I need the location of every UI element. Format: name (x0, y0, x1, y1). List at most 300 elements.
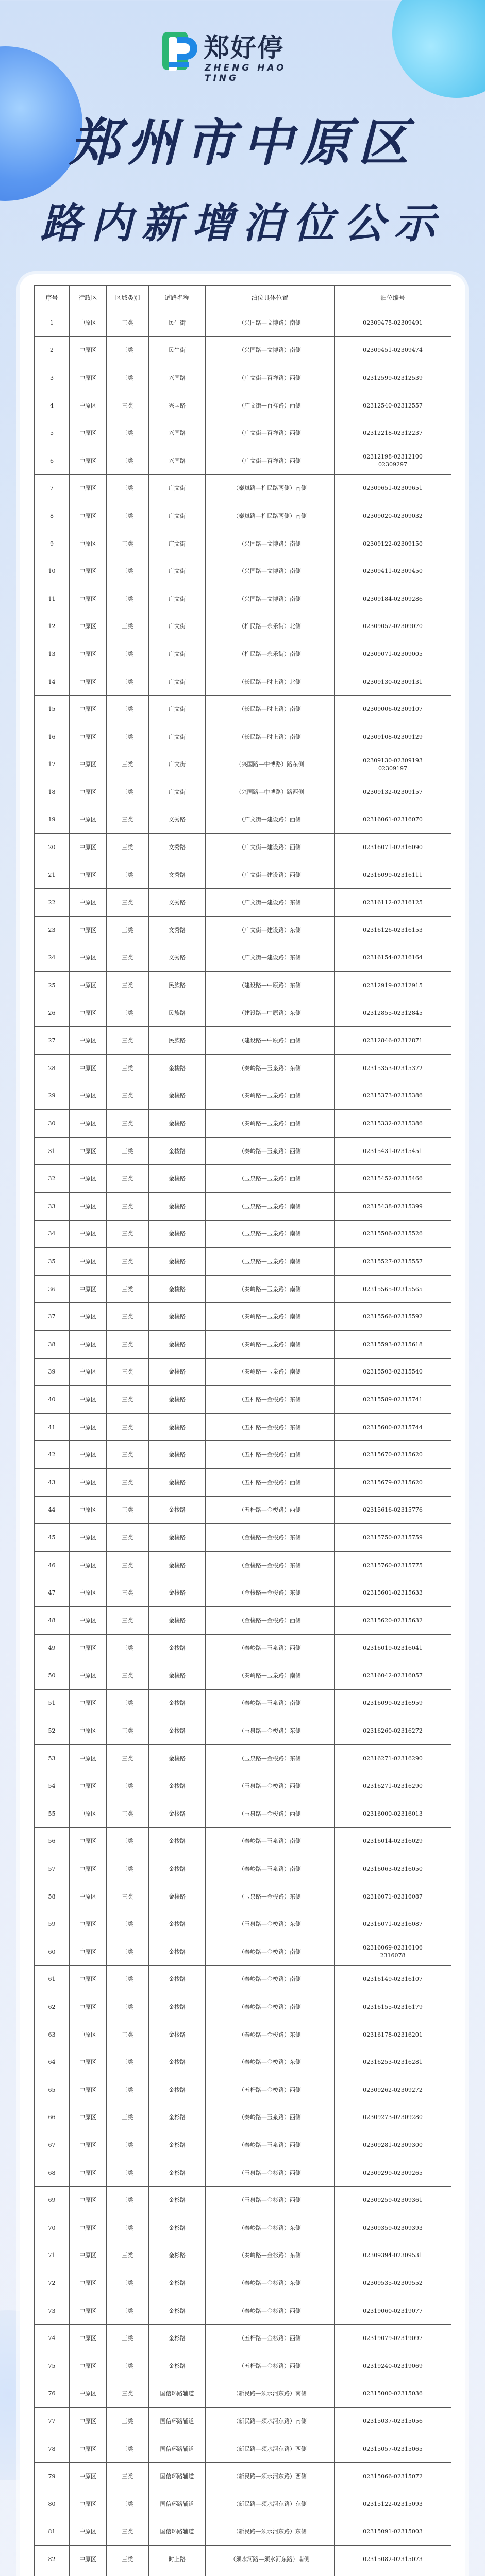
cell-index: 34 (35, 1220, 70, 1248)
cell-location: （新民路—须水河东路）西侧 (206, 2435, 335, 2463)
cell-index: 21 (35, 861, 70, 889)
cell-zone-type: 三类 (107, 1165, 149, 1193)
cell-index: 13 (35, 640, 70, 668)
table-row (35, 1303, 451, 1331)
cell-index: 56 (35, 1827, 70, 1855)
cell-berth-code: 02316155-02316179 (335, 1993, 451, 2021)
cell-district: 中原区 (70, 474, 107, 502)
table-row (35, 1441, 451, 1469)
cell-road-name: 金梭路 (149, 2021, 206, 2048)
cell-district: 中原区 (70, 668, 107, 696)
cell-district: 中原区 (70, 1027, 107, 1055)
cell-road-name: 广文街 (149, 778, 206, 806)
cell-location: （秦岭路—玉泉路）南侧 (206, 1689, 335, 1717)
cell-berth-code: 02309122-02309150 (335, 530, 451, 557)
cell-location: （长民路—时上路）南侧 (206, 723, 335, 751)
cell-district: 中原区 (70, 2435, 107, 2463)
cell-road-name: 民族路 (149, 999, 206, 1027)
table-row (35, 751, 451, 778)
cell-location: （新民路—须水河东路）西侧 (206, 2463, 335, 2490)
cell-location: （秦岚路—杵民路两侧）南侧 (206, 502, 335, 530)
table-row (35, 723, 451, 751)
cell-district: 中原区 (70, 1551, 107, 1579)
cell-road-name: 国信环路辅道 (149, 2408, 206, 2435)
cell-district: 中原区 (70, 502, 107, 530)
cell-index: 45 (35, 1524, 70, 1552)
cell-district: 中原区 (70, 2021, 107, 2048)
cell-zone-type: 三类 (107, 1386, 149, 1414)
cell-location: （秦岭路—金梭路）东侧 (206, 2021, 335, 2048)
cell-road-name: 金梭路 (149, 1965, 206, 1993)
cell-district: 中原区 (70, 999, 107, 1027)
cell-district: 中原区 (70, 1275, 107, 1303)
cell-road-name: 金梭路 (149, 1055, 206, 1082)
brand-name: 郑好停 (204, 33, 284, 63)
cell-zone-type: 三类 (107, 2076, 149, 2104)
table-row (35, 1579, 451, 1607)
cell-index: 30 (35, 1110, 70, 1138)
cell-location: （兴国路—中博路）路西侧 (206, 778, 335, 806)
cell-road-name: 民族路 (149, 1027, 206, 1055)
cell-zone-type: 三类 (107, 999, 149, 1027)
cell-zone-type: 三类 (107, 557, 149, 585)
cell-road-name: 金梭路 (149, 1496, 206, 1524)
cell-location: （五杆路—金梭路）西侧 (206, 1496, 335, 1524)
cell-district: 中原区 (70, 2242, 107, 2269)
table-row (35, 1634, 451, 1662)
cell-index: 72 (35, 2269, 70, 2297)
cell-zone-type: 三类 (107, 1717, 149, 1745)
cell-road-name: 国信环路辅道 (149, 2518, 206, 2546)
cell-index: 36 (35, 1275, 70, 1303)
cell-location: （秦岭路—金杉路）东侧 (206, 2269, 335, 2297)
table-row (35, 2214, 451, 2242)
cell-location: （秦岭路—玉泉路）南侧 (206, 1855, 335, 1883)
cell-index: 42 (35, 1441, 70, 1469)
cell-berth-code: 02315527-02315557 (335, 1248, 451, 1276)
cell-district: 中原区 (70, 1193, 107, 1221)
cell-road-name: 兴国路 (149, 419, 206, 447)
table-row (35, 640, 451, 668)
cell-zone-type: 三类 (107, 972, 149, 999)
cell-road-name: 金梭路 (149, 1883, 206, 1910)
cell-district: 中原区 (70, 2490, 107, 2518)
cell-zone-type: 三类 (107, 1248, 149, 1276)
cell-index: 18 (35, 778, 70, 806)
table-row (35, 1220, 451, 1248)
cell-berth-code: 02309411-02309450 (335, 557, 451, 585)
cell-district: 中原区 (70, 2159, 107, 2187)
brand-logo (161, 31, 324, 83)
table-row (35, 419, 451, 447)
cell-road-name: 国信环路辅道 (149, 2463, 206, 2490)
cell-berth-code: 02309651-02309651 (335, 474, 451, 502)
cell-district: 中原区 (70, 1055, 107, 1082)
cell-location: （五杆路—金梭路）西侧 (206, 2076, 335, 2104)
cell-zone-type: 三类 (107, 834, 149, 861)
table-row (35, 447, 451, 474)
table-row (35, 917, 451, 944)
header-road-name: 道路名称 (149, 286, 206, 309)
cell-location: （秦岭路—玉泉路）南侧 (206, 1827, 335, 1855)
table-row (35, 2435, 451, 2463)
cell-berth-code: 02309451-02309474 (335, 336, 451, 364)
table-row (35, 364, 451, 392)
cell-index: 48 (35, 1606, 70, 1634)
table-row (35, 2076, 451, 2104)
cell-district: 中原区 (70, 1717, 107, 1745)
cell-index: 65 (35, 2076, 70, 2104)
cell-index: 54 (35, 1772, 70, 1800)
cell-district: 中原区 (70, 2048, 107, 2076)
cell-berth-code: 02309132-02309157 (335, 778, 451, 806)
table-row (35, 2573, 451, 2576)
cell-zone-type: 三类 (107, 2325, 149, 2352)
cell-district: 中原区 (70, 557, 107, 585)
cell-index: 28 (35, 1055, 70, 1082)
cell-district: 中原区 (70, 1165, 107, 1193)
cell-zone-type: 三类 (107, 2380, 149, 2408)
cell-district: 中原区 (70, 613, 107, 640)
cell-index: 73 (35, 2297, 70, 2325)
cell-zone-type: 三类 (107, 1993, 149, 2021)
cell-location: （玉泉路—金杉路）西侧 (206, 2187, 335, 2214)
cell-berth-code: 02316071-02316090 (335, 834, 451, 861)
cell-location: （玉泉路—金杉路）西侧 (206, 2159, 335, 2187)
cell-zone-type: 三类 (107, 944, 149, 972)
cell-index: 79 (35, 2463, 70, 2490)
cell-berth-code: 02309184-02309286 (335, 585, 451, 613)
cell-district: 中原区 (70, 1965, 107, 1993)
table-row (35, 1910, 451, 1938)
cell-index: 49 (35, 1634, 70, 1662)
cell-berth-code: 02309259-02309361 (335, 2187, 451, 2214)
table-row (35, 2159, 451, 2187)
table-row (35, 1358, 451, 1386)
cell-berth-code: 02309108-02309129 (335, 723, 451, 751)
cell-zone-type: 三类 (107, 2242, 149, 2269)
table-row (35, 696, 451, 723)
cell-zone-type: 三类 (107, 778, 149, 806)
cell-zone-type: 三类 (107, 419, 149, 447)
page-title-line2: 路内新增泊位公示 (40, 199, 445, 247)
cell-berth-code: 02316069-02316106 2316078 (335, 1938, 451, 1966)
cell-zone-type: 三类 (107, 364, 149, 392)
cell-road-name: 金梭路 (149, 1551, 206, 1579)
cell-berth-code: 02315091-02315003 (335, 2518, 451, 2546)
cell-zone-type: 三类 (107, 474, 149, 502)
cell-road-name: 广文街 (149, 474, 206, 502)
table-row (35, 1468, 451, 1496)
cell-location: （秦岭路—玉泉路）南侧 (206, 1662, 335, 1690)
cell-index: 81 (35, 2518, 70, 2546)
table-body (35, 309, 451, 2576)
cell-location: （五杆路—金梭路）东侧 (206, 1386, 335, 1414)
cell-berth-code: 02309273-02309280 (335, 2104, 451, 2131)
table-row (35, 557, 451, 585)
cell-index: 25 (35, 972, 70, 999)
cell-district: 中原区 (70, 778, 107, 806)
cell-index: 61 (35, 1965, 70, 1993)
table-row (35, 2518, 451, 2546)
cell-location: （建设路—中原路）东侧 (206, 972, 335, 999)
cell-berth-code: 02316099-02316111 (335, 861, 451, 889)
cell-berth-code: 02315122-02315093 (335, 2490, 451, 2518)
cell-district: 中原区 (70, 640, 107, 668)
cell-index: 39 (35, 1358, 70, 1386)
table-row (35, 1606, 451, 1634)
cell-index: 38 (35, 1330, 70, 1358)
cell-zone-type: 三类 (107, 1883, 149, 1910)
cell-road-name: 兴国路 (149, 447, 206, 474)
cell-road-name: 金杉路 (149, 2187, 206, 2214)
cell-zone-type: 三类 (107, 392, 149, 419)
cell-road-name: 金梭路 (149, 1468, 206, 1496)
cell-index (35, 2573, 70, 2576)
cell-district: 中原区 (70, 2131, 107, 2159)
table-row (35, 2242, 451, 2269)
cell-index: 53 (35, 1744, 70, 1772)
table-row (35, 1938, 451, 1966)
cell-berth-code: 02309130-02309131 (335, 668, 451, 696)
cell-berth-code: 02316126-02316153 (335, 917, 451, 944)
cell-zone-type: 三类 (107, 1137, 149, 1165)
cell-location: （金梭路—金梭路）东侧 (206, 1579, 335, 1607)
cell-berth-code: 02309071-02309005 (335, 640, 451, 668)
cell-berth-code: 02315082-02315073 (335, 2546, 451, 2573)
cell-index: 32 (35, 1165, 70, 1193)
cell-district: 中原区 (70, 2408, 107, 2435)
table-row (35, 392, 451, 419)
cell-berth-code: 02315589-02315741 (335, 1386, 451, 1414)
cell-location: （秦岭路—玉泉路）西侧 (206, 1137, 335, 1165)
cell-district: 中原区 (70, 336, 107, 364)
cell-zone-type: 三类 (107, 2297, 149, 2325)
cell-berth-code: 02316260-02316272 (335, 1717, 451, 1745)
cell-district: 中原区 (70, 2325, 107, 2352)
cell-road-name: 金梭路 (149, 1744, 206, 1772)
cell-road-name: 金梭路 (149, 1579, 206, 1607)
cell-road-name: 广文街 (149, 502, 206, 530)
cell-location: （金梭路—金梭路）西侧 (206, 1606, 335, 1634)
cell-road-name: 金杉路 (149, 2214, 206, 2242)
brand-subtitle: ZHENG HAO TING (205, 63, 287, 83)
header-district: 行政区 (70, 286, 107, 309)
cell-district: 中原区 (70, 1938, 107, 1966)
table-row (35, 1772, 451, 1800)
cell-zone-type: 三类 (107, 1827, 149, 1855)
cell-district: 中原区 (70, 889, 107, 917)
cell-location: （新民路—须水河东路）南侧 (206, 2380, 335, 2408)
cell-district: 中原区 (70, 2104, 107, 2131)
cell-berth-code: 02319079-02319097 (335, 2325, 451, 2352)
cell-location: （金梭路—金梭路）东侧 (206, 1551, 335, 1579)
cell-location: （秦岭路—玉泉路）西侧 (206, 2104, 335, 2131)
cell-berth-code: 02315057-02315065 (335, 2435, 451, 2463)
cell-berth-code: 02312218-02312237 (335, 419, 451, 447)
cell-road-name: 广文街 (149, 640, 206, 668)
cell-road-name: 民族路 (149, 972, 206, 999)
cell-location: （玉泉路—金梭路）东侧 (206, 1883, 335, 1910)
cell-berth-code: 02312599-02312539 (335, 364, 451, 392)
table-row (35, 613, 451, 640)
table-row (35, 1413, 451, 1441)
cell-berth-code: 02309535-02309552 (335, 2269, 451, 2297)
cell-road-name: 国信环路辅道 (149, 2380, 206, 2408)
cell-berth-code: 02315670-02315620 (335, 1441, 451, 1469)
cell-index: 80 (35, 2490, 70, 2518)
cell-zone-type: 三类 (107, 806, 149, 834)
cell-location: （广文街—百祥路）西侧 (206, 364, 335, 392)
cell-location: （秦岭路—金梭路）南侧 (206, 1938, 335, 1966)
cell-index: 69 (35, 2187, 70, 2214)
cell-district: 中原区 (70, 2518, 107, 2546)
cell-zone-type: 三类 (107, 1027, 149, 1055)
cell-zone-type: 三类 (107, 751, 149, 778)
cell-road-name (149, 2573, 206, 2576)
cell-berth-code: 02315452-02315466 (335, 1165, 451, 1193)
cell-zone-type: 三类 (107, 2490, 149, 2518)
cell-zone-type: 三类 (107, 2214, 149, 2242)
table-row (35, 834, 451, 861)
cell-location: （秦岭路—金杉路）西侧 (206, 2297, 335, 2325)
cell-location: （玉泉路—玉泉路）南侧 (206, 1248, 335, 1276)
table-row (35, 2131, 451, 2159)
cell-berth-code: 02315600-02315744 (335, 1413, 451, 1441)
cell-berth-code: 02315066-02315072 (335, 2463, 451, 2490)
cell-index: 29 (35, 1082, 70, 1110)
cell-location: （长民路—时上路）北侧 (206, 668, 335, 696)
cell-index: 40 (35, 1386, 70, 1414)
cell-berth-code: 02312919-02312915 (335, 972, 451, 999)
cell-zone-type: 三类 (107, 723, 149, 751)
cell-zone-type: 三类 (107, 2546, 149, 2573)
cell-index: 68 (35, 2159, 70, 2187)
cell-district: 中原区 (70, 1662, 107, 1690)
cell-location (206, 2573, 335, 2576)
cell-berth-code: 02316149-02316107 (335, 1965, 451, 1993)
table-row (35, 1662, 451, 1690)
cell-zone-type: 三类 (107, 1800, 149, 1828)
cell-index: 8 (35, 502, 70, 530)
cell-road-name: 金梭路 (149, 1413, 206, 1441)
cell-location: （秦岭路—金梭路）南侧 (206, 1965, 335, 1993)
cell-road-name: 国信环路辅道 (149, 2435, 206, 2463)
table-row (35, 1248, 451, 1276)
cell-index: 59 (35, 1910, 70, 1938)
cell-index: 26 (35, 999, 70, 1027)
cell-road-name: 金梭路 (149, 1910, 206, 1938)
cell-zone-type: 三类 (107, 309, 149, 337)
cell-location: （广文街—百祥路）西侧 (206, 447, 335, 474)
cell-road-name: 文秀路 (149, 889, 206, 917)
cell-zone-type: 三类 (107, 336, 149, 364)
cell-road-name: 金梭路 (149, 1303, 206, 1331)
cell-berth-code: 02312855-02312845 (335, 999, 451, 1027)
cell-index: 46 (35, 1551, 70, 1579)
cell-berth-code: 02309281-02309300 (335, 2131, 451, 2159)
cell-location: （兴国路—文博路）南侧 (206, 585, 335, 613)
cell-berth-code: 02315593-02315618 (335, 1330, 451, 1358)
cell-location: （玉泉路—金梭路）西侧 (206, 1772, 335, 1800)
cell-berth-code: 02309475-02309491 (335, 309, 451, 337)
cell-district: 中原区 (70, 1248, 107, 1276)
cell-index: 47 (35, 1579, 70, 1607)
cell-zone-type (107, 2573, 149, 2576)
parking-p-logo-icon (161, 31, 198, 75)
cell-zone-type: 三类 (107, 1193, 149, 1221)
cell-index: 7 (35, 474, 70, 502)
cell-location: （须水河路—须水河东路）南侧 (206, 2546, 335, 2573)
cell-district: 中原区 (70, 1579, 107, 1607)
cell-zone-type: 三类 (107, 2021, 149, 2048)
cell-index: 78 (35, 2435, 70, 2463)
cell-berth-code: 02316061-02316070 (335, 806, 451, 834)
cell-berth-code: 02312540-02312557 (335, 392, 451, 419)
cell-road-name: 金梭路 (149, 1662, 206, 1690)
cell-berth-code: 02315750-02315759 (335, 1524, 451, 1552)
cell-district: 中原区 (70, 309, 107, 337)
cell-district: 中原区 (70, 806, 107, 834)
cell-zone-type: 三类 (107, 1965, 149, 1993)
cell-berth-code: 02315565-02315565 (335, 1275, 451, 1303)
cell-index: 31 (35, 1137, 70, 1165)
cell-location: （秦岭路—玉泉路）南侧 (206, 1330, 335, 1358)
cell-berth-code: 02315503-02315540 (335, 1358, 451, 1386)
cell-zone-type: 三类 (107, 502, 149, 530)
cell-berth-code: 02312846-02312871 (335, 1027, 451, 1055)
cell-road-name: 金梭路 (149, 1938, 206, 1966)
cell-district: 中原区 (70, 1496, 107, 1524)
cell-zone-type: 三类 (107, 1634, 149, 1662)
cell-location: （玉泉路—金梭路）东侧 (206, 1744, 335, 1772)
cell-index: 15 (35, 696, 70, 723)
cell-road-name: 金梭路 (149, 1800, 206, 1828)
cell-location: （长民路—时上路）南侧 (206, 696, 335, 723)
cell-location: （秦岚路—杵民路两侧）南侧 (206, 474, 335, 502)
cell-district: 中原区 (70, 696, 107, 723)
cell-berth-code: 02316154-02316164 (335, 944, 451, 972)
cell-district: 中原区 (70, 1441, 107, 1469)
cell-zone-type: 三类 (107, 917, 149, 944)
cell-road-name: 文秀路 (149, 834, 206, 861)
cell-road-name: 文秀路 (149, 917, 206, 944)
cell-berth-code: 02315000-02315036 (335, 2380, 451, 2408)
cell-road-name: 金梭路 (149, 1386, 206, 1414)
cell-zone-type: 三类 (107, 1938, 149, 1966)
table-row (35, 1082, 451, 1110)
table-row (35, 889, 451, 917)
cell-road-name: 金梭路 (149, 1689, 206, 1717)
cell-zone-type: 三类 (107, 613, 149, 640)
cell-berth-code: 02316000-02316013 (335, 1800, 451, 1828)
table-row (35, 944, 451, 972)
cell-index: 2 (35, 336, 70, 364)
cell-zone-type: 三类 (107, 861, 149, 889)
cell-district: 中原区 (70, 1910, 107, 1938)
cell-district: 中原区 (70, 1220, 107, 1248)
cell-berth-code: 02309394-02309531 (335, 2242, 451, 2269)
cell-location: （秦岭路—玉泉路）南侧 (206, 1358, 335, 1386)
cell-index: 44 (35, 1496, 70, 1524)
cell-road-name: 金梭路 (149, 1275, 206, 1303)
cell-index: 58 (35, 1883, 70, 1910)
cell-district: 中原区 (70, 2076, 107, 2104)
table-row (35, 1110, 451, 1138)
cell-index: 50 (35, 1662, 70, 1690)
cell-location: （秦岭路—金梭路）东侧 (206, 2048, 335, 2076)
cell-zone-type: 三类 (107, 889, 149, 917)
